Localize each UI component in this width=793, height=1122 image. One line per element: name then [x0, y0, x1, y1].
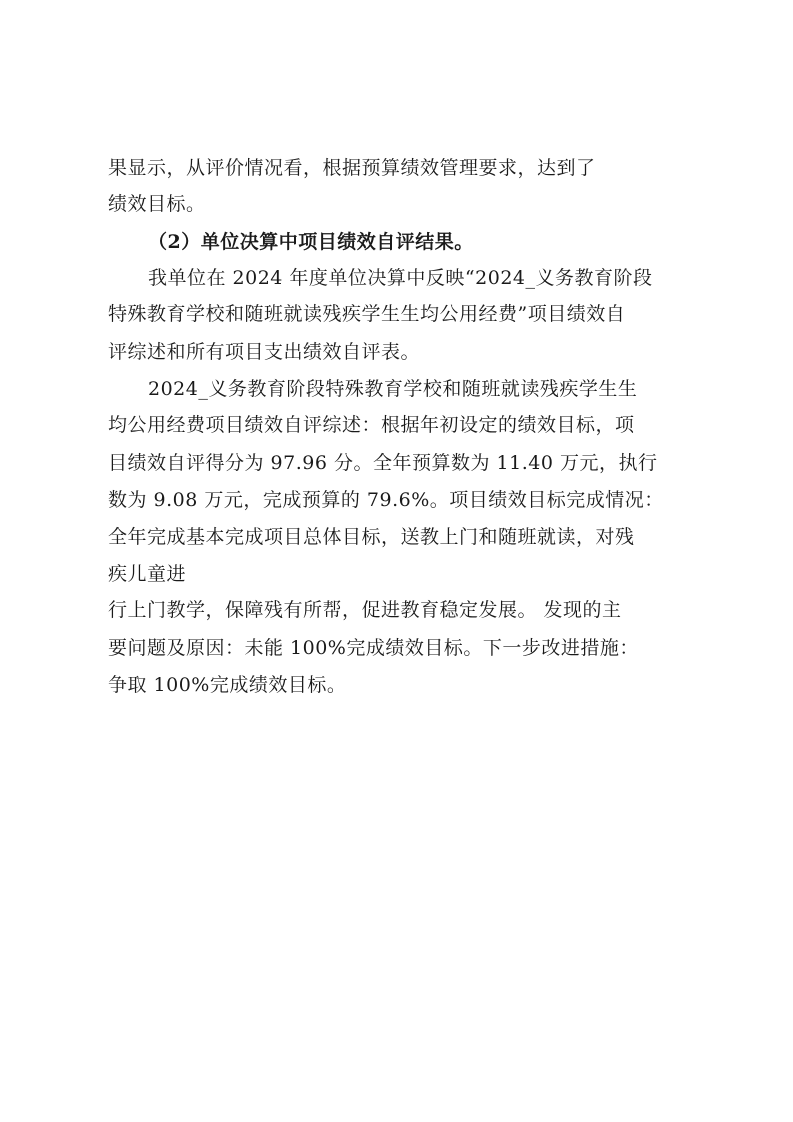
paragraph1-line-3: 评综述和所有项目支出绩效自评表。 — [108, 341, 421, 363]
intro-line-2: 绩效目标。 — [108, 193, 206, 215]
paragraph2-line-5: 全年完成基本完成项目总体目标，送教上门和随班就读，对残 — [108, 526, 635, 548]
paragraph2-line-1: 2024_义务教育阶段特殊教育学校和随班就读残疾学生生 — [148, 378, 638, 400]
paragraph1-line-1: 我单位在 2024 年度单位决算中反映“2024_义务教育阶段 — [148, 267, 653, 289]
paragraph2-line-7: 行上门教学，保障残有所帮，促进教育稳定发展。 发现的主 — [108, 599, 622, 621]
paragraph1-line-2: 特殊教育学校和随班就读残疾学生生均公用经费”项目绩效自 — [108, 303, 626, 325]
paragraph2-line-8: 要问题及原因：未能 100%完成绩效目标。下一步改进措施： — [108, 637, 639, 659]
paragraph2-line-2: 均公用经费项目绩效自评综述：根据年初设定的绩效目标，项 — [108, 414, 635, 436]
paragraph2-line-9: 争取 100%完成绩效目标。 — [108, 674, 347, 696]
paragraph2-line-6: 疾儿童进 — [108, 563, 187, 585]
paragraph2-line-4: 数为 9.08 万元，完成预算的 79.6%。项目绩效目标完成情况： — [108, 489, 664, 511]
paragraph2-line-3: 目绩效自评得分为 97.96 分。全年预算数为 11.40 万元，执行 — [108, 452, 658, 474]
section-heading: （2）单位决算中项目绩效自评结果。 — [148, 231, 474, 253]
intro-line-1: 果显示，从评价情况看，根据预算绩效管理要求，达到了 — [108, 157, 596, 179]
